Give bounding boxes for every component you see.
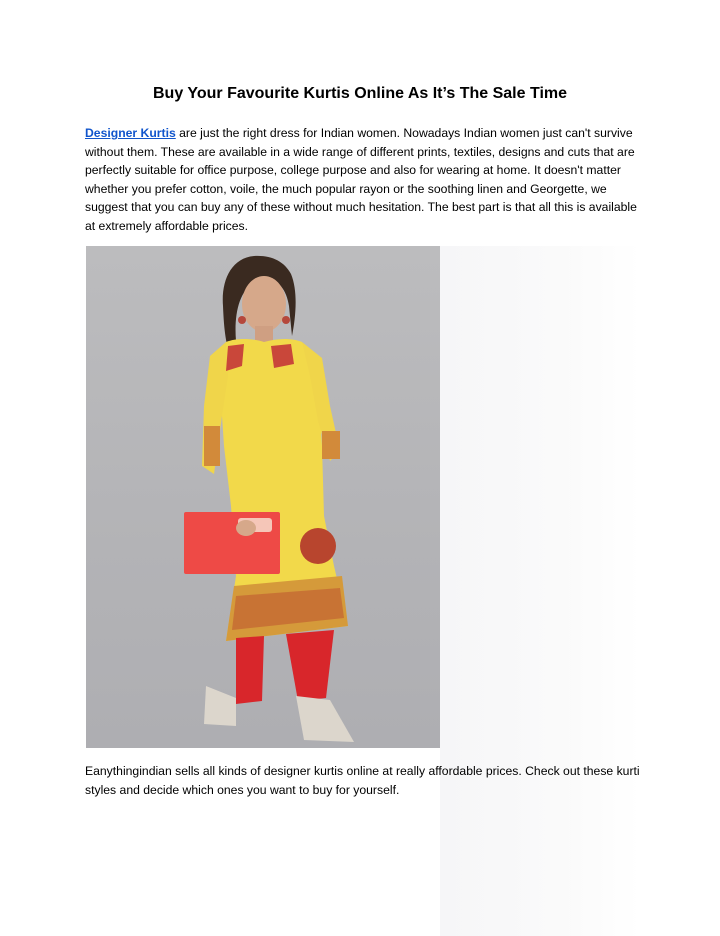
intro-paragraph	[85, 124, 640, 235]
page-title: Buy Your Favourite Kurtis Online As It’s The Sale Time	[152, 85, 568, 102]
page-shade	[440, 246, 640, 936]
closing-paragraph: Eanythingindian sells all kinds of designer kurtis online at really affordable prices. Check out these kurti styles and decide which ones you want to buy for yourself.	[85, 764, 640, 797]
kurti-model-photo	[86, 246, 440, 748]
designer-kurtis-link[interactable]: Designer Kurtis	[85, 126, 176, 140]
intro-text: are just the right dress for Indian women. Nowadays Indian women just can't survive without them. These are available in a wide range of different prints, textiles, designs and cuts that are perfectly suitable for office purpose, college purpose and also for wearing at home. It doesn't matter whether you prefer cotton, voile, the much popular rayon or the soothing linen and Georgette, we suggest that you can buy any of these without much hesitation. The best part is that all this is available at extremely affordable prices.	[85, 126, 637, 233]
model-photo-icon	[86, 246, 440, 748]
